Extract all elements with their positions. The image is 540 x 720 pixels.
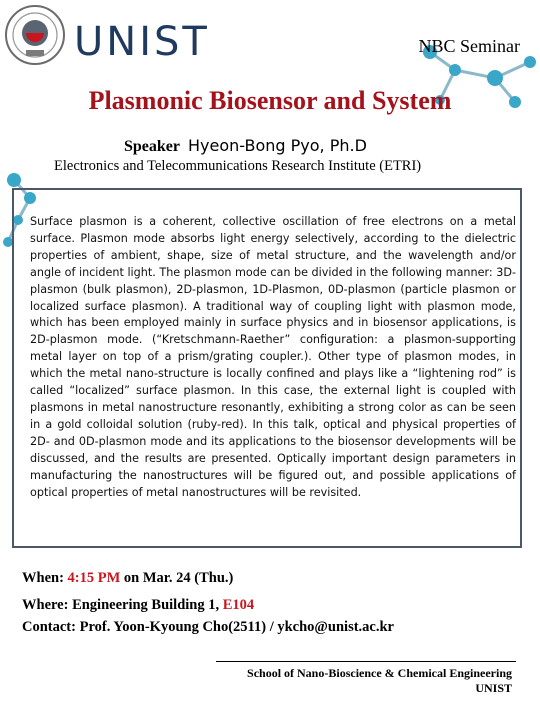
unist-emblem-icon [4, 4, 66, 66]
speaker-institute: Electronics and Telecommunications Research Institute (ETRI) [54, 158, 422, 174]
when-time: 4:15 PM [67, 570, 121, 586]
speaker-name: Hyeon-Bong Pyo, Ph.D [188, 136, 367, 155]
event-label: NBC Seminar [418, 36, 520, 56]
unist-wordmark: UNIST [74, 19, 210, 65]
footer-divider [216, 661, 516, 662]
where-room: E104 [222, 597, 255, 613]
footer [247, 666, 512, 696]
contact-line: Contact: Prof. Yoon-Kyoung Cho(2511) / ykcho@unist.ac.kr [22, 619, 394, 635]
where-label: Where: Engineering Building 1, [22, 597, 220, 613]
speaker-label: Speaker [124, 138, 180, 155]
footer-school: School of Nano-Bioscience & Chemical Engineering [247, 666, 512, 680]
speaker-line [124, 136, 367, 156]
when-date: Mar. 24 (Thu.) [142, 570, 234, 586]
seminar-title: Plasmonic Biosensor and System [88, 86, 452, 115]
footer-org: UNIST [475, 681, 512, 695]
when-on: on [123, 570, 140, 586]
when-label: When: [22, 570, 64, 586]
where-line [22, 597, 254, 614]
abstract-text: Surface plasmon is a coherent, collective oscillation of free electrons on a metal surface. Plasmon mode absorbs light energy selectively, according to the dielectric properties of ambient, shape, size of metal structure, and the wavelength and/or angle of incident light. The plasmon mode can be divided in the following manner: 3D-plasmon (bulk plasmon), 2D-plasmon, 1D-Plasmon, 0D-plasmon (particle plasmon or localized surface plasmon). A traditional way of coupling light with plasmon mode, which has been employed mainly in surface physics and in biosensor applications, is 2D-plasmon mode. (“Kretschmann-Raether” configuration: a plasmon-supporting metal layer on top of a prism/grating coupler.). Other type of plasmon modes, in which the metal nano-structure is locally confined and plays like a “lightening rod” is called “localized” surface plasmon. In this case, the external light is coupled with plasmons in metal nanostructure resonantly, exhibiting a strong color as can be seen in a gold colloidal solution (ruby-red). In this talk, optical and physical properties of 2D- and 0D-plasmon mode and its applications to the biosensor developments will be discussed, and the results are presented. Optically important design parameters in manufacturing the nanostructures will be figured out, and possible applications of optical properties of metal nanostructures will be revisited. [30, 215, 516, 499]
abstract-box [12, 188, 522, 548]
unist-logo [4, 4, 210, 66]
when-line [22, 570, 233, 587]
